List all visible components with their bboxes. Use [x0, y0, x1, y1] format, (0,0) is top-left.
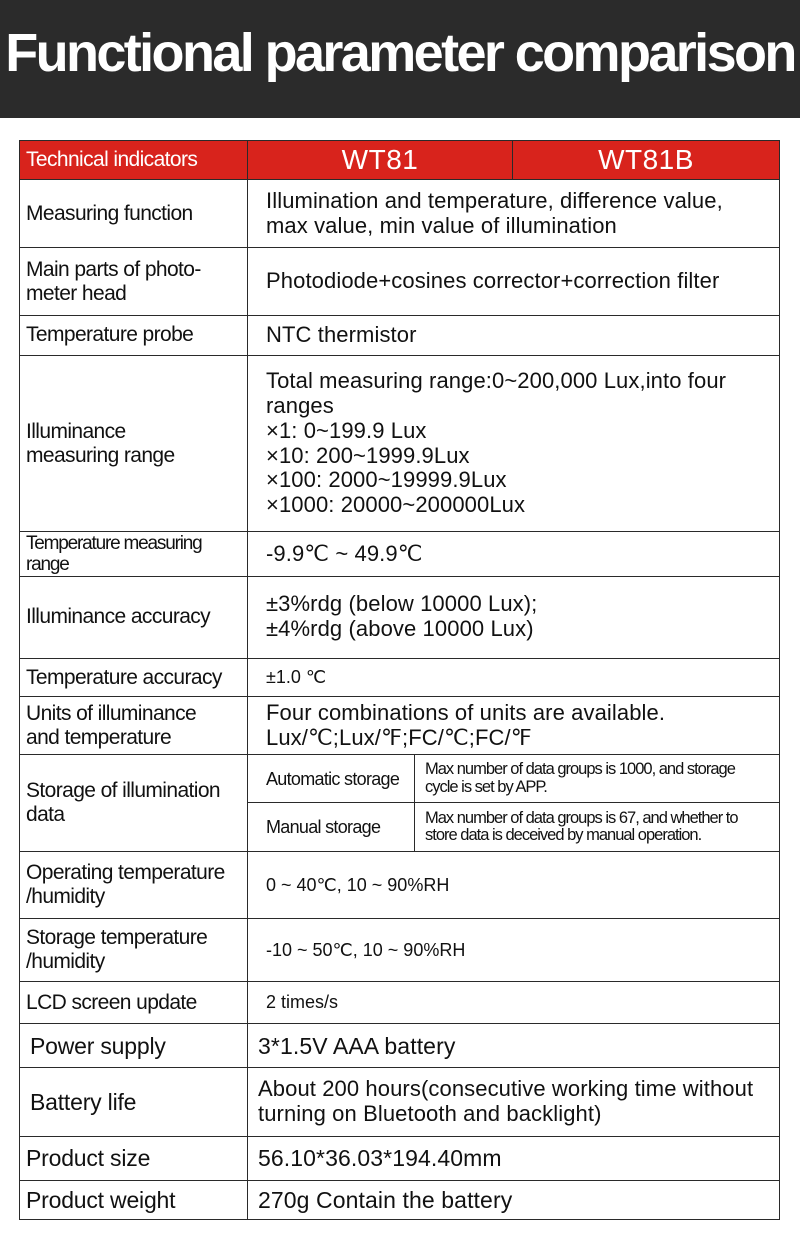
label-line: measuring range — [26, 443, 175, 467]
table-row — [20, 532, 780, 576]
value-line: max value, min value of illumination — [266, 212, 617, 238]
label-line: Operating temperature — [26, 860, 225, 884]
row-value-lcd-update: 2 times/s — [248, 982, 780, 1024]
value-line: ranges — [266, 392, 334, 418]
value-line: About 200 hours(consecutive working time without — [258, 1076, 754, 1102]
value-line: Four combinations of units are available. — [266, 699, 666, 725]
row-label-measuring-function: Measuring function — [20, 180, 248, 248]
title-banner — [0, 0, 800, 118]
value-line: turning on Bluetooth and backlight) — [258, 1100, 602, 1126]
label-line: Illuminance — [26, 419, 126, 443]
row-label-illuminance-accuracy: Illuminance accuracy — [20, 576, 248, 658]
row-label-operating-temp — [20, 851, 248, 918]
value-line: ×1: 0~199.9 Lux — [266, 417, 427, 443]
row-value-storage-temp: -10 ~ 50℃, 10 ~ 90%RH — [248, 918, 780, 981]
table-row — [20, 248, 780, 315]
table-row — [20, 658, 780, 696]
table-row — [20, 180, 780, 248]
value-line: ×1000: 20000~200000Lux — [266, 492, 526, 518]
value-line: Total measuring range:0~200,000 Lux,into four — [266, 368, 727, 393]
row-label-battery-life: Battery life — [20, 1068, 248, 1136]
table-row — [20, 576, 780, 658]
label-line: and temperature — [26, 725, 172, 749]
header-model-wt81: WT81 — [248, 141, 513, 180]
row-value-power-supply: 3*1.5V AAA battery — [248, 1024, 780, 1068]
table-row — [20, 755, 780, 803]
label-line: Units of illuminance — [26, 701, 197, 725]
row-value-units — [248, 697, 780, 755]
table-row — [20, 697, 780, 755]
row-value-temperature-probe: NTC thermistor — [248, 315, 780, 355]
row-label-power-supply: Power supply — [20, 1024, 248, 1068]
label-line: Main parts of photo- — [26, 257, 201, 281]
value-line: cycle is set by APP. — [425, 777, 547, 796]
row-value-operating-temp: 0 ~ 40℃, 10 ~ 90%RH — [248, 851, 780, 918]
table-row — [20, 1180, 780, 1219]
row-label-temperature-range: Temperature measuring range — [20, 532, 248, 576]
storage-automatic-label: Automatic storage — [248, 755, 415, 803]
table-row — [20, 315, 780, 355]
row-label-product-weight: Product weight — [20, 1180, 248, 1219]
row-value-product-weight: 270g Contain the battery — [248, 1180, 780, 1219]
label-line: /humidity — [26, 949, 105, 973]
row-label-storage-temp — [20, 918, 248, 981]
row-value-measuring-function — [248, 180, 780, 248]
label-line: Storage of illumination — [26, 779, 220, 803]
value-line: ×10: 200~1999.9Lux — [266, 442, 470, 468]
row-label-photometer-head — [20, 248, 248, 315]
table-row — [20, 982, 780, 1024]
value-line: ×100: 2000~19999.9Lux — [266, 467, 507, 493]
storage-automatic-value — [415, 755, 780, 803]
spec-table — [19, 140, 780, 1220]
row-label-illuminance-range — [20, 355, 248, 532]
page-title: Functional parameter comparison — [5, 23, 795, 83]
row-value-illuminance-accuracy — [248, 576, 780, 658]
header-technical-indicators: Technical indicators — [20, 141, 248, 180]
label-line: data — [26, 802, 65, 826]
value-line: Max number of data groups is 1000, and storage — [425, 760, 735, 779]
table-row — [20, 918, 780, 981]
header-model-wt81b: WT81B — [513, 141, 780, 180]
row-value-illuminance-range — [248, 355, 780, 532]
value-line: Max number of data groups is 67, and whether to — [425, 808, 738, 827]
table-header-row — [20, 141, 780, 180]
row-label-storage — [20, 755, 248, 851]
row-value-battery-life — [248, 1068, 780, 1136]
row-value-temperature-accuracy: ±1.0 ℃ — [248, 658, 780, 696]
table-row — [20, 851, 780, 918]
row-label-temperature-accuracy: Temperature accuracy — [20, 658, 248, 696]
row-label-temperature-probe: Temperature probe — [20, 315, 248, 355]
label-line: /humidity — [26, 884, 105, 908]
table-row — [20, 1024, 780, 1068]
value-line: Lux/℃;Lux/℉;FC/℃;FC/℉ — [266, 724, 532, 750]
storage-manual-label: Manual storage — [248, 803, 415, 851]
label-line: Storage temperature — [26, 926, 208, 950]
storage-manual-value — [415, 803, 780, 851]
row-value-temperature-range: -9.9℃ ~ 49.9℃ — [248, 532, 780, 576]
row-label-units — [20, 697, 248, 755]
table-row — [20, 1136, 780, 1180]
value-line: ±3%rdg (below 10000 Lux); — [266, 591, 538, 617]
label-line: meter head — [26, 281, 127, 305]
value-line: ±4%rdg (above 10000 Lux) — [266, 616, 534, 642]
row-label-product-size: Product size — [20, 1136, 248, 1180]
row-value-photometer-head: Photodiode+cosines corrector+correction filter — [248, 248, 780, 315]
table-row — [20, 1068, 780, 1136]
row-value-product-size: 56.10*36.03*194.40mm — [248, 1136, 780, 1180]
value-line: store data is deceived by manual operation. — [425, 825, 702, 844]
row-label-lcd-update: LCD screen update — [20, 982, 248, 1024]
table-row — [20, 355, 780, 532]
value-line: Illumination and temperature, difference value, — [266, 187, 723, 213]
